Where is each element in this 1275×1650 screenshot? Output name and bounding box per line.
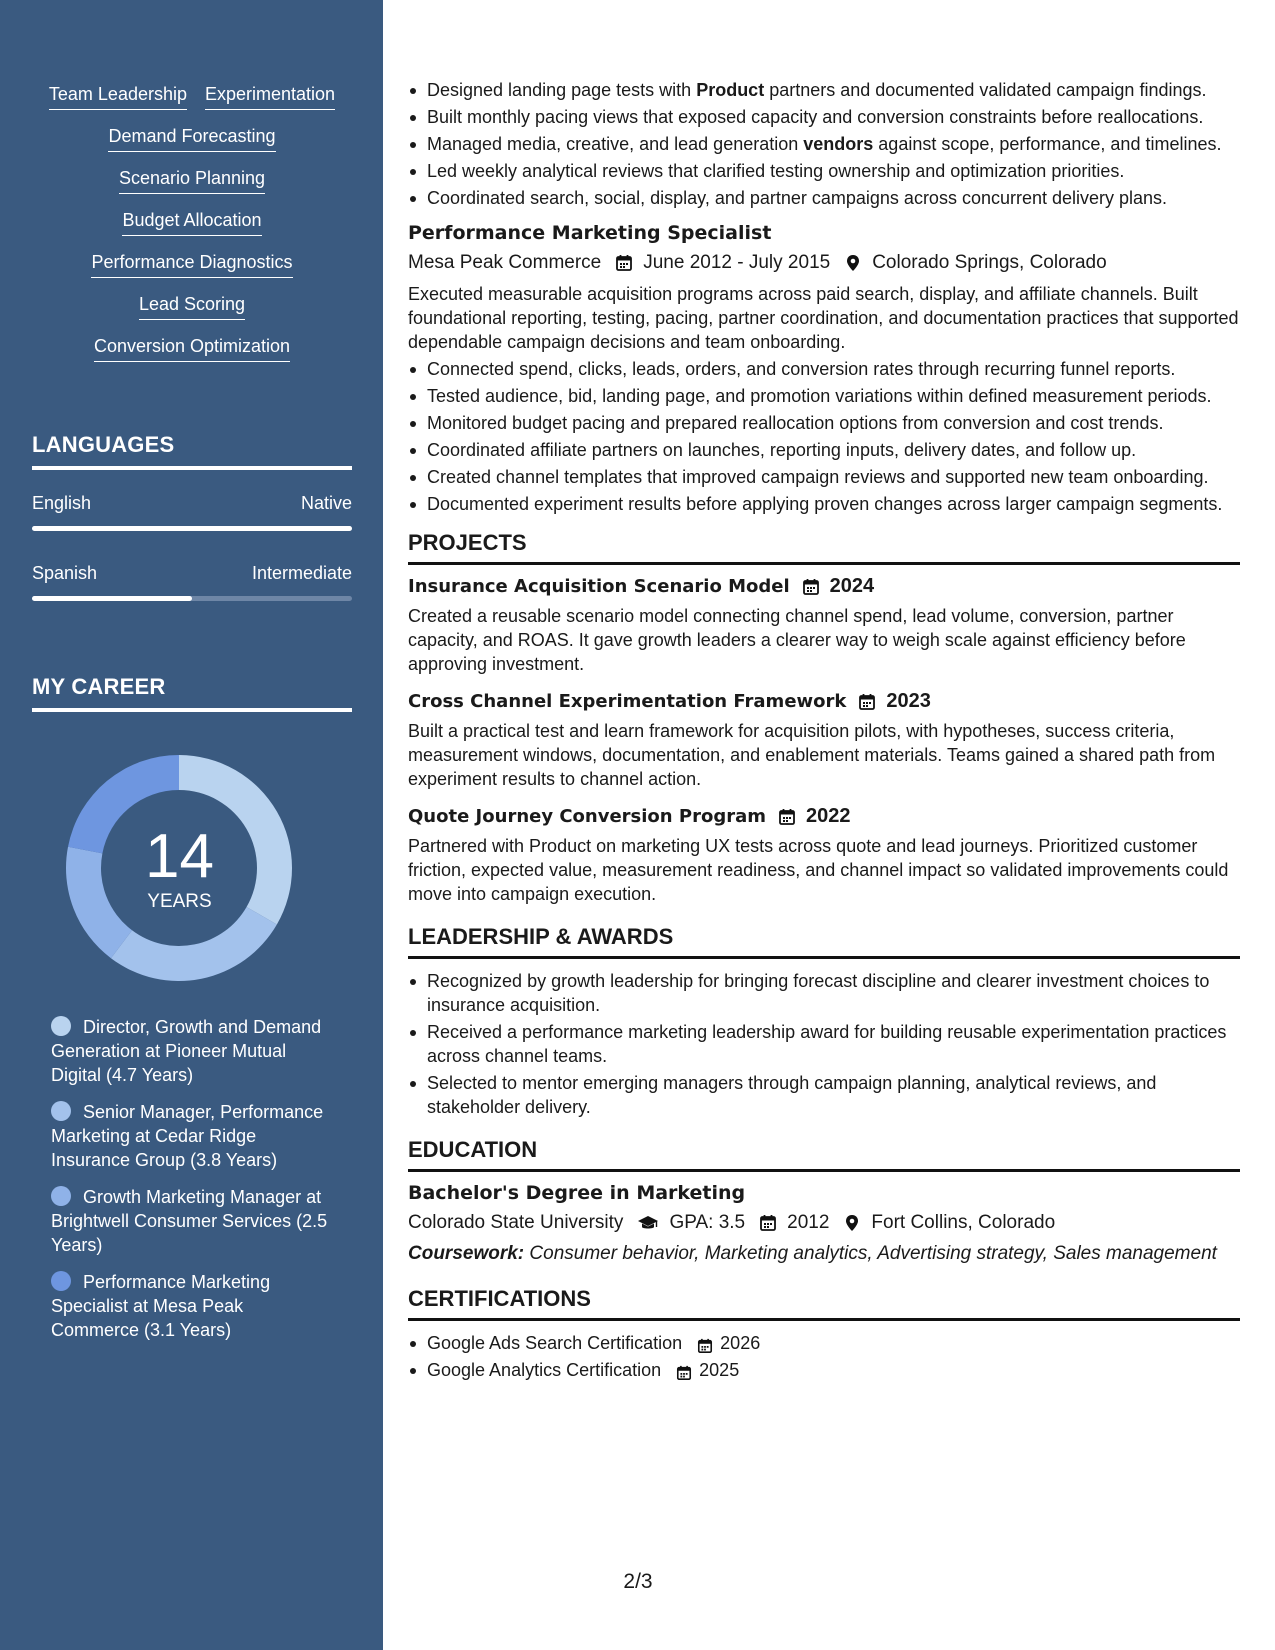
job-location: Colorado Springs, Colorado bbox=[872, 252, 1107, 273]
job-dates: June 2012 - July 2015 bbox=[643, 252, 831, 273]
project-title: Cross Channel Experimentation Framework bbox=[408, 691, 847, 712]
languages-heading: LANGUAGES bbox=[32, 432, 352, 470]
skill-row bbox=[32, 210, 352, 236]
education-year: 2012 bbox=[787, 1212, 830, 1233]
skill-tag[interactable]: Scenario Planning bbox=[119, 168, 265, 194]
calendar-icon bbox=[676, 1363, 692, 1379]
project-year: 2022 bbox=[805, 805, 851, 827]
skills-list bbox=[32, 84, 352, 378]
career-item-text: Growth Marketing Manager at Brightwell Consumer Services (2.5 Years) bbox=[51, 1187, 328, 1255]
language-bar bbox=[32, 596, 352, 601]
job-company: Mesa Peak Commerce bbox=[408, 252, 602, 273]
job-summary: Executed measurable acquisition programs across paid search, display, and affiliate channels. Built foundational reporting, testing, pacing, partner coordination, and documentation practices that supported dependable campaign decisions and team onboarding. bbox=[408, 284, 1239, 352]
certification-year: 2025 bbox=[699, 1360, 740, 1380]
education-location: Fort Collins, Colorado bbox=[871, 1212, 1056, 1233]
language-bar-fill bbox=[32, 596, 192, 601]
calendar-icon bbox=[778, 808, 796, 826]
bullet-item: Designed landing page tests with Product partners and documented validated campaign findings. bbox=[408, 78, 1240, 102]
language-name: English bbox=[32, 493, 92, 513]
bullet-item: Coordinated affiliate partners on launches, reporting inputs, delivery dates, and follow up. bbox=[408, 438, 1240, 462]
calendar-icon bbox=[759, 1214, 777, 1232]
legend-dot-icon bbox=[51, 1271, 71, 1291]
calendar-icon bbox=[858, 693, 876, 711]
bullet-item: Documented experiment results before applying proven changes across larger campaign segments. bbox=[408, 492, 1240, 516]
skill-tag[interactable]: Demand Forecasting bbox=[108, 126, 275, 152]
donut-segment bbox=[111, 907, 277, 981]
career-item-text: Senior Manager, Performance Marketing at Cedar Ridge Insurance Group (3.8 Years) bbox=[51, 1102, 324, 1170]
bullet-item: Recognized by growth leadership for bringing forecast discipline and clearer investment choices to insurance acquisition. bbox=[408, 969, 1240, 1017]
career-item bbox=[51, 1185, 336, 1257]
bullet-item: Managed media, creative, and lead generation vendors against scope, performance, and timelines. bbox=[408, 132, 1240, 156]
project-item bbox=[408, 690, 1240, 791]
project-year: 2024 bbox=[829, 575, 875, 597]
calendar-icon bbox=[615, 254, 633, 272]
certification-item bbox=[408, 1358, 1240, 1382]
project-item bbox=[408, 575, 1240, 676]
skill-tag[interactable]: Budget Allocation bbox=[122, 210, 261, 236]
project-description: Partnered with Product on marketing UX tests across quote and lead journeys. Prioritized customer friction, expected value, measurement readiness, and channel impact so validated improvements could move into campaign execution. bbox=[408, 836, 1229, 904]
skill-tag[interactable]: Experimentation bbox=[205, 84, 335, 110]
skill-tag[interactable]: Conversion Optimization bbox=[94, 336, 290, 362]
project-description: Created a reusable scenario model connecting channel spend, lead volume, conversion, partner capacity, and ROAS. It gave growth leaders a clearer way to weigh scale against efficiency before approving investment. bbox=[408, 606, 1186, 674]
project-title-row bbox=[408, 575, 1240, 598]
job-title: Performance Marketing Specialist bbox=[408, 222, 772, 244]
project-title: Quote Journey Conversion Program bbox=[408, 806, 766, 827]
bullet-item: Built monthly pacing views that exposed capacity and conversion constraints before reallocations. bbox=[408, 105, 1240, 129]
project-title-row bbox=[408, 805, 1240, 828]
bullet-item: Coordinated search, social, display, and partner campaigns across concurrent delivery plans. bbox=[408, 186, 1240, 210]
skill-tag[interactable]: Team Leadership bbox=[49, 84, 187, 110]
main-content bbox=[408, 78, 1240, 1385]
degree-title: Bachelor's Degree in Marketing bbox=[408, 1182, 746, 1204]
legend-dot-icon bbox=[51, 1101, 71, 1121]
map-pin-icon bbox=[843, 1214, 861, 1232]
skill-row bbox=[32, 84, 352, 110]
coursework-list: Consumer behavior, Marketing analytics, Advertising strategy, Sales management bbox=[524, 1243, 1217, 1264]
bullet-item: Connected spend, clicks, leads, orders, and conversion rates through recurring funnel reports. bbox=[408, 357, 1240, 381]
leadership-heading: LEADERSHIP & AWARDS bbox=[408, 924, 1240, 959]
skill-row bbox=[32, 252, 352, 278]
certifications-heading: CERTIFICATIONS bbox=[408, 1286, 1240, 1321]
certification-name: Google Ads Search Certification bbox=[427, 1333, 683, 1353]
graduation-cap-icon bbox=[637, 1214, 659, 1232]
bullet-item: Created channel templates that improved campaign reviews and supported new team onboarding. bbox=[408, 465, 1240, 489]
language-level: Intermediate bbox=[251, 563, 352, 583]
language-spanish bbox=[32, 563, 352, 601]
job-meta bbox=[408, 252, 1240, 274]
language-name: Spanish bbox=[32, 563, 98, 583]
skill-tag[interactable]: Performance Diagnostics bbox=[91, 252, 292, 278]
bullet-item: Monitored budget pacing and prepared reallocation options from conversion and cost trends. bbox=[408, 411, 1240, 435]
language-bar-fill bbox=[32, 526, 352, 531]
language-english bbox=[32, 493, 352, 531]
career-item-text: Director, Growth and Demand Generation at Pioneer Mutual Digital (4.7 Years) bbox=[51, 1017, 322, 1085]
projects-heading: PROJECTS bbox=[408, 530, 1240, 565]
school-name: Colorado State University bbox=[408, 1212, 624, 1233]
career-item bbox=[51, 1015, 336, 1087]
project-year: 2023 bbox=[886, 690, 931, 712]
job-bullets bbox=[408, 357, 1240, 516]
bullet-item: Received a performance marketing leadership award for building reusable experimentation practices across channel teams. bbox=[408, 1020, 1240, 1068]
language-bar bbox=[32, 526, 352, 531]
calendar-icon bbox=[802, 578, 820, 596]
career-list bbox=[51, 1015, 336, 1355]
skill-tag[interactable]: Lead Scoring bbox=[139, 294, 245, 320]
certification-name: Google Analytics Certification bbox=[427, 1360, 662, 1380]
education-meta bbox=[408, 1212, 1240, 1234]
leadership-list bbox=[408, 969, 1240, 1119]
bullet-item: Led weekly analytical reviews that clarified testing ownership and optimization priorities. bbox=[408, 159, 1240, 183]
previous-job-bullets bbox=[408, 78, 1240, 210]
calendar-icon bbox=[697, 1336, 713, 1352]
career-heading: MY CAREER bbox=[32, 674, 352, 712]
certifications-list bbox=[408, 1331, 1240, 1382]
skill-row bbox=[32, 336, 352, 362]
sidebar bbox=[0, 0, 383, 1650]
career-total-years: 14 bbox=[145, 822, 214, 891]
certification-year: 2026 bbox=[720, 1333, 761, 1353]
education-heading: EDUCATION bbox=[408, 1137, 1240, 1172]
legend-dot-icon bbox=[51, 1186, 71, 1206]
skill-row bbox=[32, 294, 352, 320]
coursework bbox=[408, 1242, 1240, 1266]
skill-row bbox=[32, 126, 352, 152]
language-level: Native bbox=[300, 493, 352, 513]
page-number: 2/3 bbox=[623, 1570, 653, 1593]
certification-item bbox=[408, 1331, 1240, 1355]
project-description: Built a practical test and learn framework for acquisition pilots, with hypotheses, success criteria, measurement windows, documentation, and enablement materials. Teams gained a shared path from experiment results to channel action. bbox=[408, 721, 1216, 789]
coursework-label: Coursework: bbox=[408, 1243, 525, 1264]
bullet-item: Tested audience, bid, landing page, and promotion variations within defined measurement periods. bbox=[408, 384, 1240, 408]
project-item bbox=[408, 805, 1240, 906]
career-item bbox=[51, 1270, 336, 1342]
career-item-text: Performance Marketing Specialist at Mesa Peak Commerce (3.1 Years) bbox=[51, 1272, 271, 1340]
career-total-unit: YEARS bbox=[147, 891, 212, 912]
project-title: Insurance Acquisition Scenario Model bbox=[408, 576, 790, 597]
skill-row bbox=[32, 168, 352, 194]
map-pin-icon bbox=[844, 254, 862, 272]
legend-dot-icon bbox=[51, 1016, 71, 1036]
education-gpa: GPA: 3.5 bbox=[669, 1212, 746, 1233]
project-title-row bbox=[408, 690, 1240, 713]
bullet-item: Selected to mentor emerging managers through campaign planning, analytical reviews, and stakeholder delivery. bbox=[408, 1071, 1240, 1119]
career-item bbox=[51, 1100, 336, 1172]
